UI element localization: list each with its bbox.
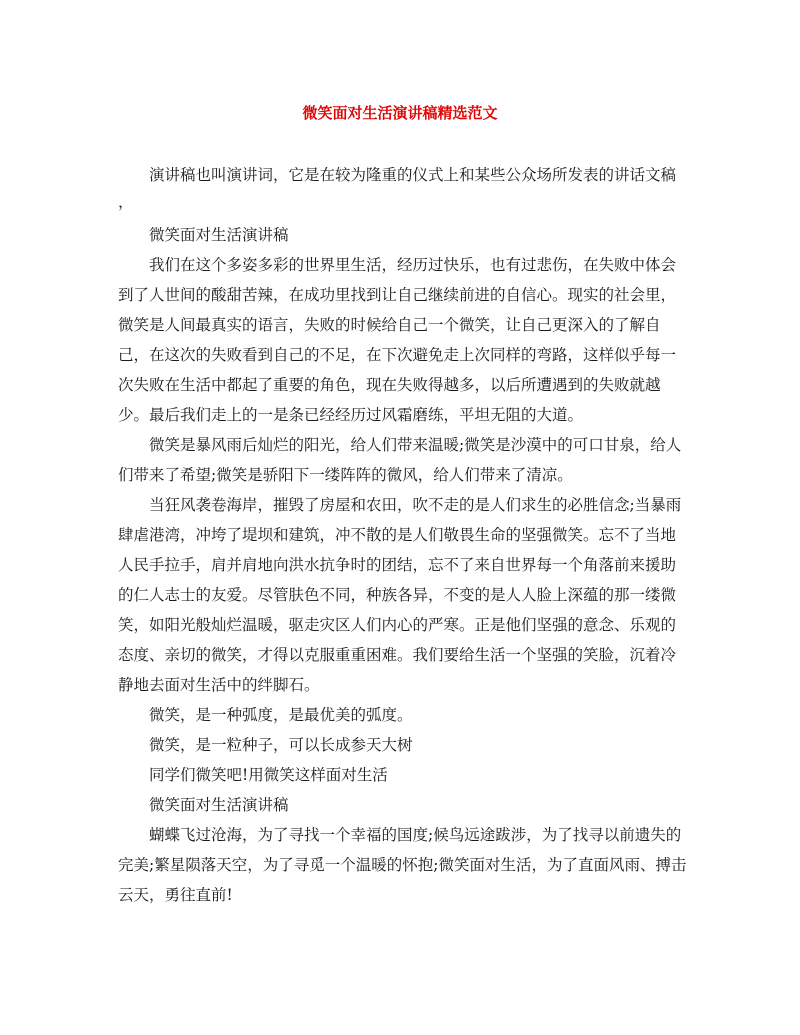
paragraph-short: 同学们微笑吧!用微笑这样面对生活 [149, 766, 388, 784]
paragraph-comma: ， [118, 193, 134, 211]
document-title: 微笑面对生活演讲稿精选范文 [302, 104, 498, 122]
section-heading: 微笑面对生活演讲稿 [149, 796, 289, 814]
paragraph-body: 微笑是暴风雨后灿烂的阳光，给人们带来温暖;微笑是沙漠中的可口甘泉，给人们带来了希望;微笑是骄阳下一缕阵阵的微风，给人们带来了清凉。 [118, 436, 682, 484]
paragraph-body: 我们在这个多姿多彩的世界里生活，经历过快乐，也有过悲伤，在失败中体会到了人世间的酸甜苦辣，在成功里找到让自己继续前进的自信心。现实的社会里，微笑是人间最真实的语言，失败的时候给自己一个微笑，让自己更深入的了解自己，在这次的失败看到自己的不足，在下次避免走上次同样的弯路，这样似乎每一次失败在生活中都起了重要的角色，现在失败得越多，以后所遭遇到的失败就越少。最后我们走上的一是条已经经历过风霜磨练，平坦无阻的大道。 [118, 256, 677, 424]
section-heading: 微笑面对生活演讲稿 [149, 226, 289, 244]
paragraph-short: 微笑，是一种弧度，是最优美的弧度。 [149, 706, 413, 724]
paragraph-intro: 演讲稿也叫演讲词，它是在较为隆重的仪式上和某些公众场所发表的讲话文稿 [149, 166, 677, 184]
paragraph-body: 蝴蝶飞过沧海，为了寻找一个幸福的国度;候鸟远途跋涉，为了找寻以前遗失的完美;繁星陨落天空，为了寻觅一个温暖的怀抱;微笑面对生活，为了直面风雨、搏击云天，勇往直前! [118, 826, 687, 904]
document-body [118, 160, 690, 910]
paragraph-body: 当狂风袭卷海岸，摧毁了房屋和农田，吹不走的是人们求生的必胜信念;当暴雨肆虐港湾，冲垮了堤坝和建筑，冲不散的是人们敬畏生命的坚强微笑。忘不了当地人民手拉手，肩并肩地向洪水抗争时的团结，忘不了来自世界每一个角落前来援助的仁人志士的友爱。尽管肤色不同，种族各异，不变的是人人脸上深蕴的那一缕微笑，如阳光般灿烂温暖，驱走灾区人们内心的严寒。正是他们坚强的意念、乐观的态度、亲切的微笑，才得以克服重重困难。我们要给生活一个坚强的笑脸，沉着冷静地去面对生活中的绊脚石。 [118, 496, 682, 694]
paragraph-short: 微笑，是一粒种子，可以长成参天大树 [149, 736, 413, 754]
